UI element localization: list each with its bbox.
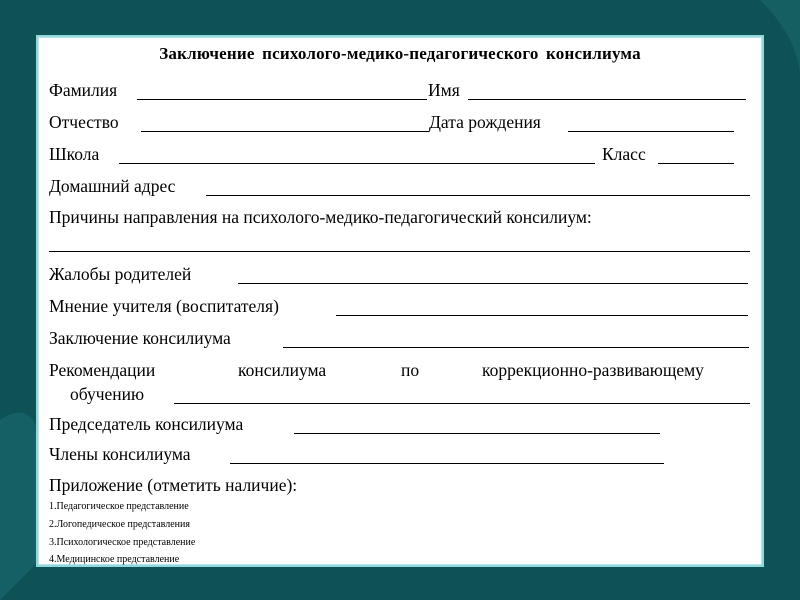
- recommendations-line2: обучению: [70, 384, 145, 404]
- teacher-label: Мнение учителя (воспитателя): [49, 296, 279, 316]
- attachment-item: 1.Педагогическое представление: [49, 501, 189, 512]
- class-field[interactable]: [658, 163, 734, 164]
- attachment-item: 4.Медицинское представление: [49, 554, 180, 565]
- form-sheet: [36, 35, 764, 567]
- school-field[interactable]: [119, 163, 595, 164]
- conclusion-label: Заключение консилиума: [49, 328, 231, 348]
- name-field[interactable]: [468, 99, 746, 100]
- patronymic-field[interactable]: [141, 131, 429, 132]
- form-title: Заключение психолого-медико-педагогического консилиума: [159, 44, 641, 63]
- attachment-item: 3.Психологическое представление: [49, 537, 196, 548]
- recommendations-word-2: консилиума: [238, 360, 327, 380]
- name-label: Имя: [428, 80, 460, 100]
- attachment-item: 2.Логопедическое представления: [49, 519, 190, 530]
- address-label: Домашний адрес: [49, 176, 176, 196]
- attachments-label: Приложение (отметить наличие):: [49, 475, 298, 495]
- recommendations-word-4: коррекционно-развивающему: [482, 360, 704, 380]
- referral-label: Причины направления на психолого-медико-педагогический консилиум:: [49, 207, 592, 227]
- chairman-label: Председатель консилиума: [49, 414, 244, 434]
- patronymic-label: Отчество: [49, 112, 119, 132]
- recommendations-word-3: по: [401, 360, 420, 380]
- conclusion-field[interactable]: [283, 347, 749, 348]
- parents-label: Жалобы родителей: [49, 264, 192, 284]
- address-field[interactable]: [206, 195, 750, 196]
- teacher-field[interactable]: [336, 315, 748, 316]
- members-label: Члены консилиума: [49, 444, 191, 464]
- recommendations-field[interactable]: [174, 403, 750, 404]
- parents-field[interactable]: [238, 283, 748, 284]
- class-label: Класс: [602, 144, 646, 164]
- surname-label: Фамилия: [49, 80, 118, 100]
- school-label: Школа: [49, 144, 100, 164]
- birthdate-field[interactable]: [568, 131, 734, 132]
- recommendations-word-1: Рекомендации: [49, 360, 156, 380]
- members-field[interactable]: [230, 463, 664, 464]
- chairman-field[interactable]: [294, 433, 660, 434]
- birthdate-label: Дата рождения: [429, 112, 541, 132]
- surname-field[interactable]: [137, 99, 427, 100]
- referral-field[interactable]: [49, 251, 750, 252]
